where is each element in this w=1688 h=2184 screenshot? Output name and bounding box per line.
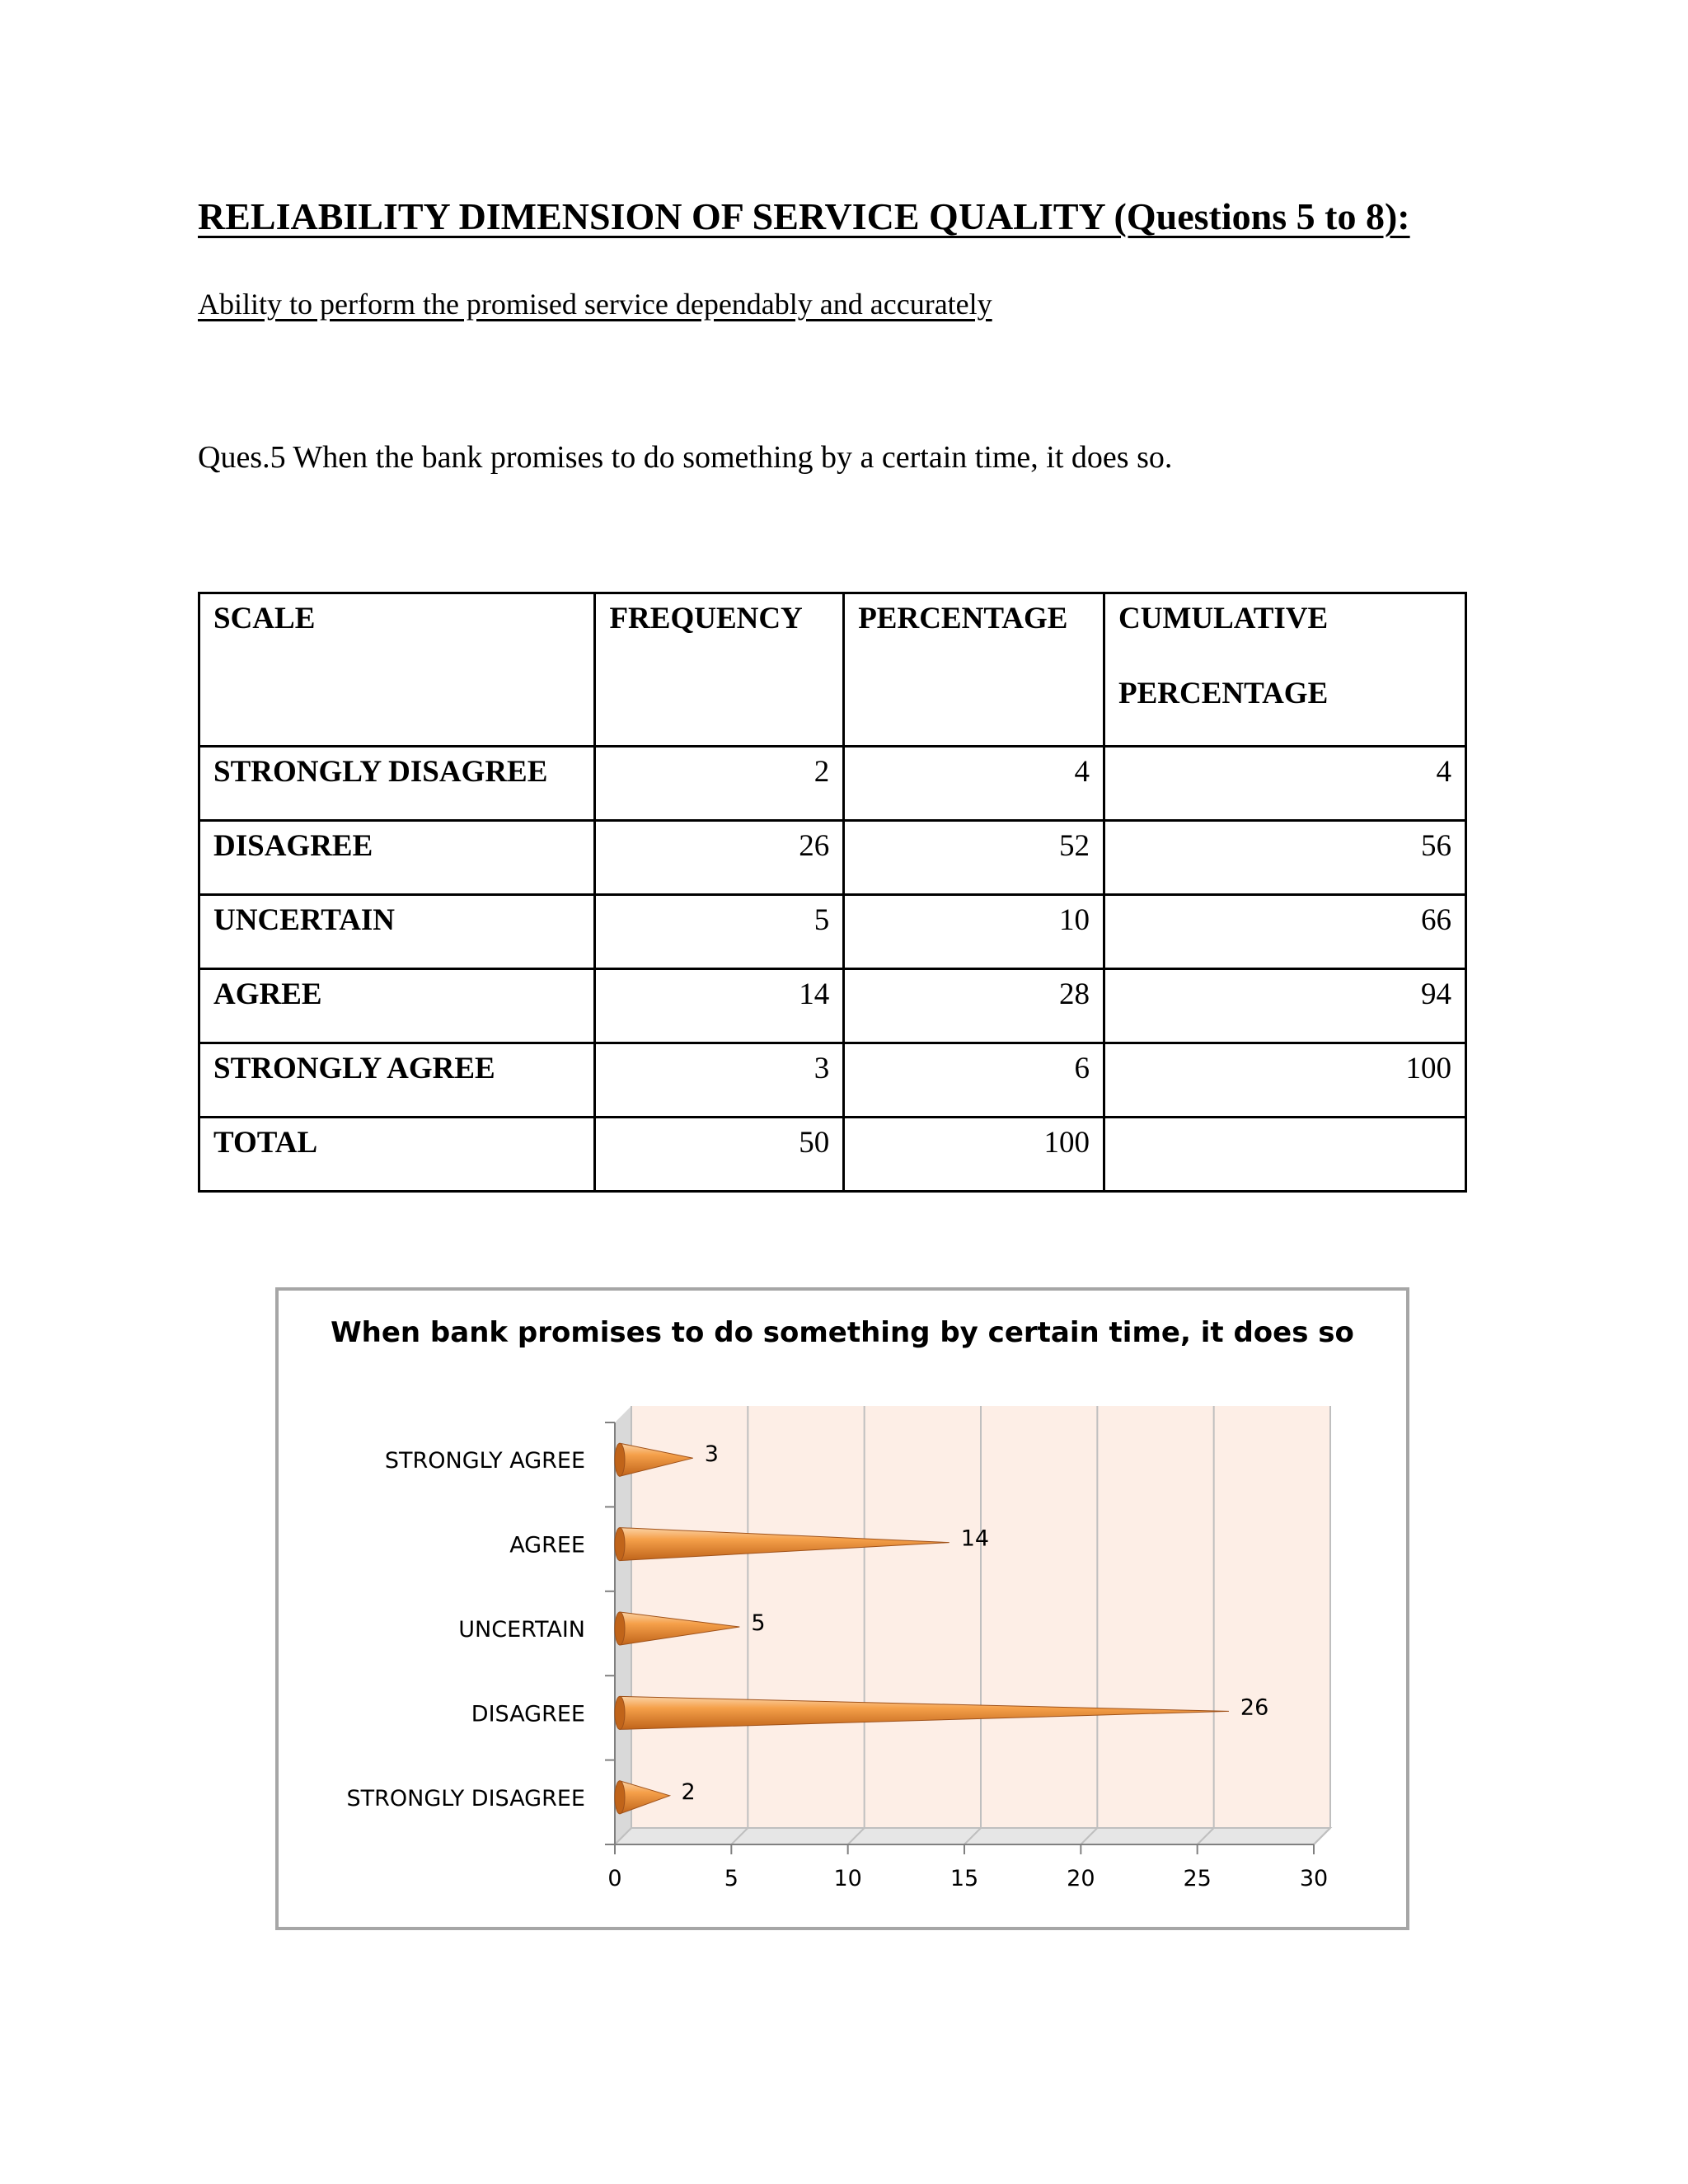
row-frequency: 50: [595, 1118, 844, 1192]
header-cumulative-line2: PERCENTAGE: [1118, 677, 1329, 710]
row-scale: STRONGLY DISAGREE: [199, 747, 595, 821]
question-text: Ques.5 When the bank promises to do something by a certain time, it does so.: [198, 440, 1173, 475]
x-tick-label: 15: [950, 1866, 979, 1891]
page-title: RELIABILITY DIMENSION OF SERVICE QUALITY (Questions 5 to 8):: [198, 195, 1410, 237]
chart-title: When bank promises to do something by certain time, it does so: [331, 1316, 1354, 1349]
row-percentage: 28: [844, 969, 1104, 1043]
data-label: 26: [1240, 1694, 1269, 1721]
table-row: [199, 821, 1466, 895]
table-row: [199, 1043, 1466, 1118]
category-label: STRONGLY DISAGREE: [346, 1785, 585, 1811]
row-cumulative: [1104, 1118, 1466, 1192]
row-scale: DISAGREE: [199, 821, 595, 895]
x-tick-label: 30: [1299, 1866, 1329, 1891]
row-percentage: 52: [844, 821, 1104, 895]
data-label: 2: [681, 1779, 696, 1805]
chart-container: [275, 1287, 1409, 1930]
category-label: UNCERTAIN: [458, 1617, 585, 1643]
cone-base: [615, 1612, 625, 1645]
row-scale: TOTAL: [199, 1118, 595, 1192]
row-percentage: 4: [844, 747, 1104, 821]
header-frequency: FREQUENCY: [595, 593, 844, 747]
row-cumulative: 94: [1104, 969, 1466, 1043]
cone-bar-chart: [279, 1291, 1406, 1927]
cone-base: [615, 1781, 625, 1814]
header-cumulative-line1: CUMULATIVE: [1118, 602, 1329, 635]
row-percentage: 100: [844, 1118, 1104, 1192]
section-subtitle: Ability to perform the promised service dependably and accurately: [198, 288, 992, 321]
category-label: STRONGLY AGREE: [384, 1448, 585, 1474]
cone-base: [615, 1443, 625, 1476]
x-tick-label: 20: [1067, 1866, 1095, 1891]
table-row: [199, 895, 1466, 969]
row-percentage: 6: [844, 1043, 1104, 1118]
table-total-row: [199, 1118, 1466, 1192]
header-scale: SCALE: [199, 593, 595, 747]
row-frequency: 2: [595, 747, 844, 821]
cone-base: [615, 1528, 625, 1561]
row-percentage: 10: [844, 895, 1104, 969]
row-scale: AGREE: [199, 969, 595, 1043]
data-label: 5: [751, 1610, 766, 1636]
x-tick-label: 10: [833, 1866, 862, 1891]
row-frequency: 26: [595, 821, 844, 895]
x-tick-label: 0: [607, 1866, 622, 1891]
table-header-row: [199, 593, 1466, 747]
header-percentage: PERCENTAGE: [844, 593, 1104, 747]
data-label: 14: [960, 1526, 990, 1552]
category-label: AGREE: [509, 1532, 585, 1558]
row-cumulative: 100: [1104, 1043, 1466, 1118]
cone-base: [615, 1696, 625, 1729]
x-tick-label: 25: [1183, 1866, 1212, 1891]
row-cumulative: 56: [1104, 821, 1466, 895]
header-cumulative-percentage: [1104, 593, 1466, 747]
row-frequency: 5: [595, 895, 844, 969]
row-cumulative: 4: [1104, 747, 1466, 821]
row-scale: STRONGLY AGREE: [199, 1043, 595, 1118]
row-frequency: 3: [595, 1043, 844, 1118]
row-frequency: 14: [595, 969, 844, 1043]
data-label: 3: [704, 1441, 719, 1468]
x-tick-label: 5: [724, 1866, 738, 1891]
table-row: [199, 969, 1466, 1043]
row-scale: UNCERTAIN: [199, 895, 595, 969]
row-cumulative: 66: [1104, 895, 1466, 969]
category-label: DISAGREE: [471, 1701, 585, 1727]
table-row: [199, 747, 1466, 821]
frequency-table: [198, 592, 1467, 1193]
